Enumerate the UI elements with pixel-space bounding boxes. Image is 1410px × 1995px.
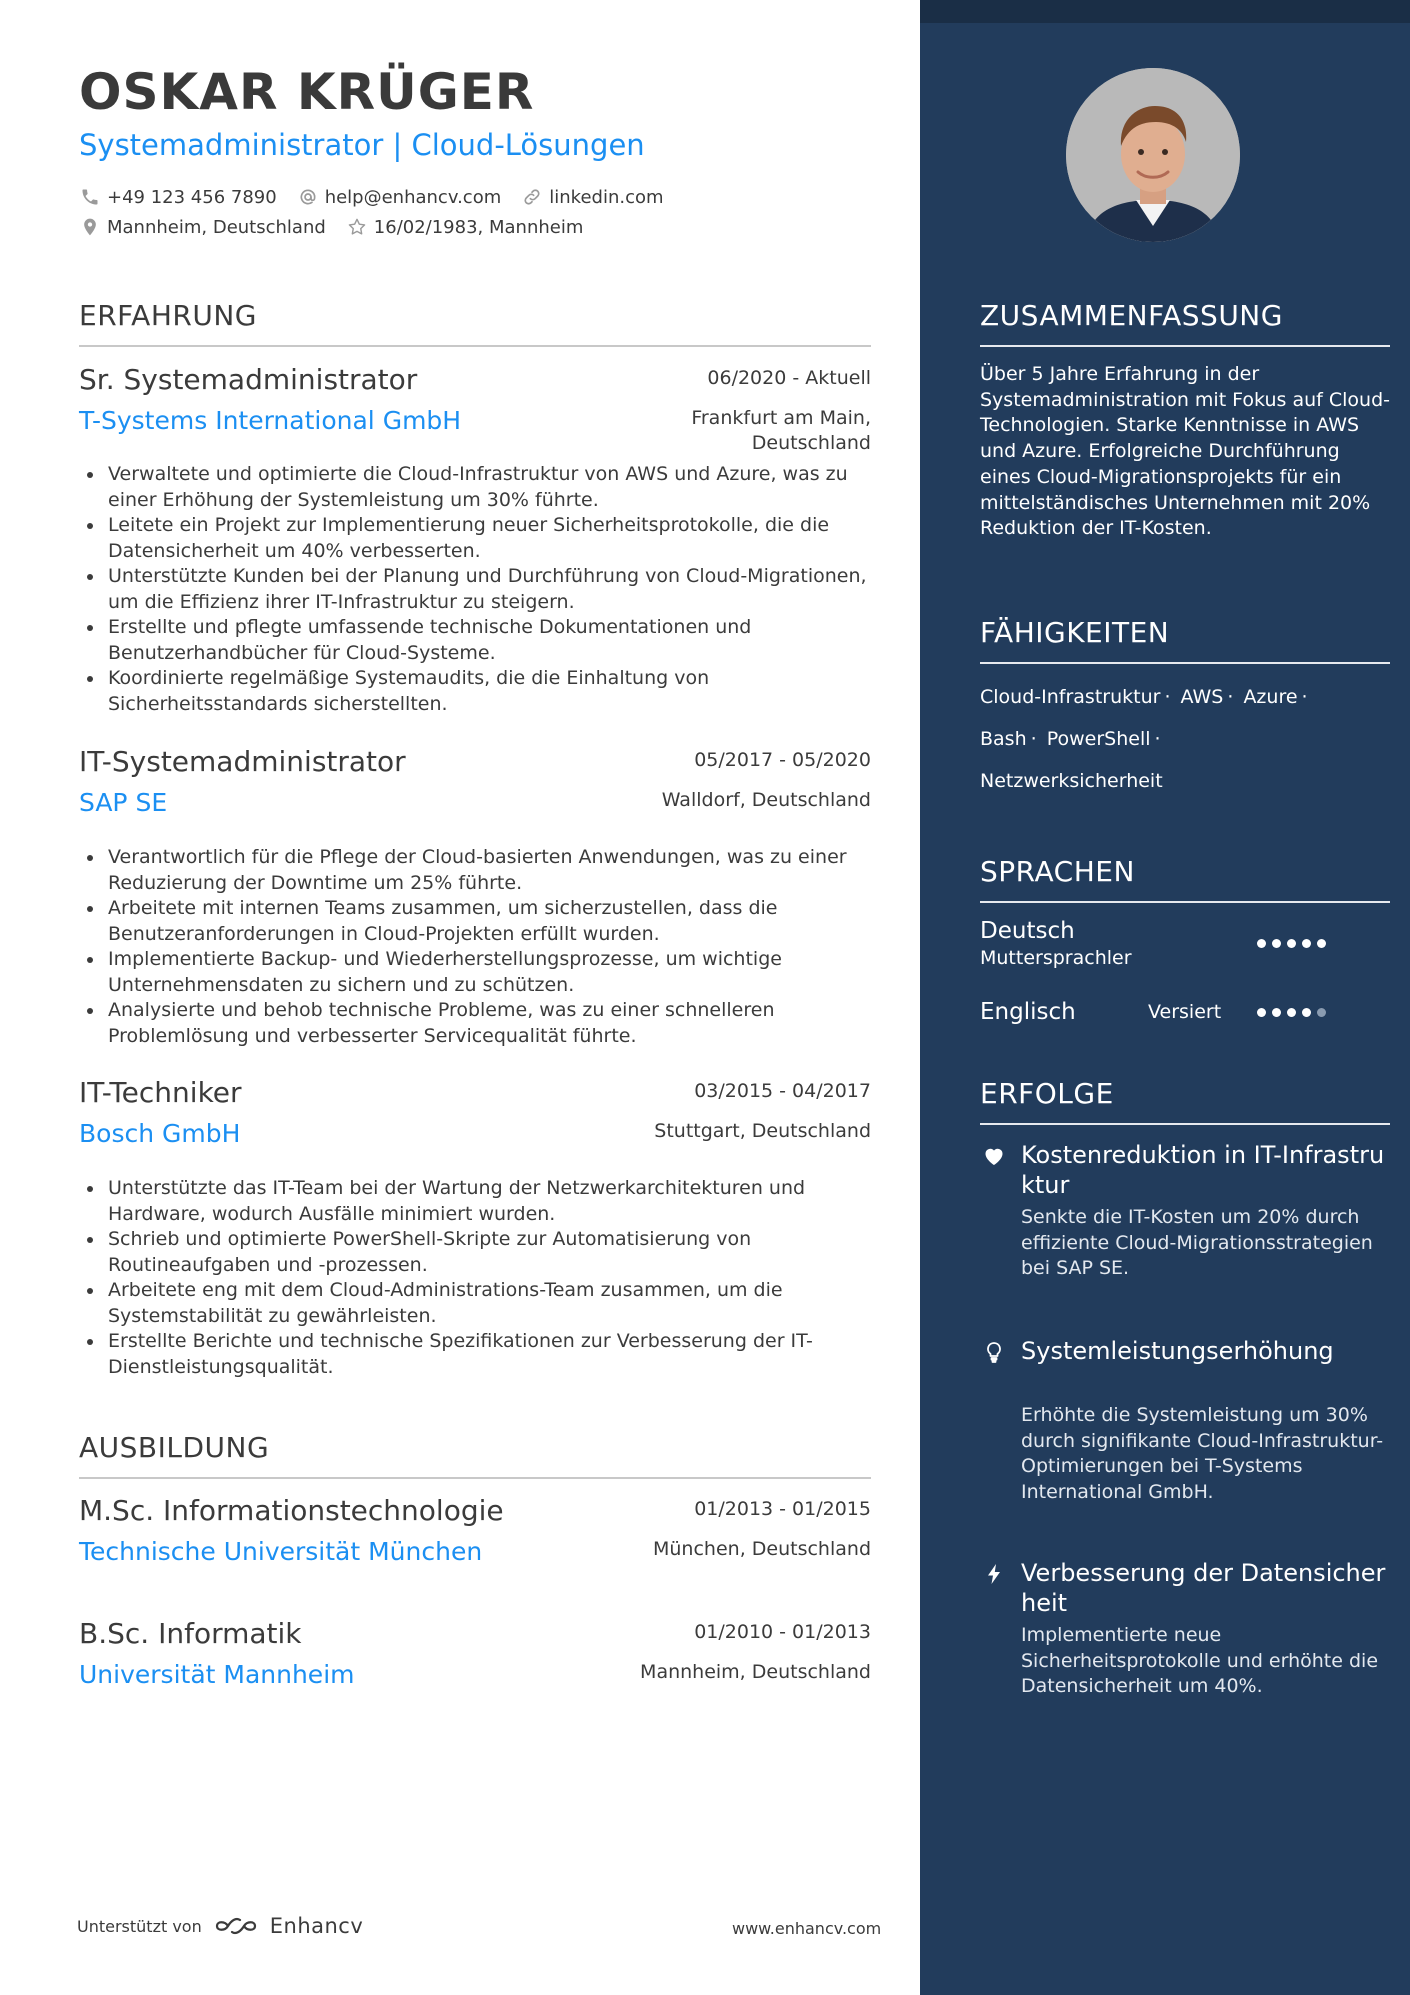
achievement-description: Erhöhte die Systemleistung um 30% durch signifikante Cloud-Infrastruktur-Optimierungen bei T-Systems International GmbH.	[1021, 1404, 1384, 1504]
achievement-item	[980, 1558, 1390, 1738]
school-name[interactable]: Universität Mannheim	[79, 1660, 355, 1689]
skill-tag: Azure ·	[1243, 686, 1308, 708]
rating-dot-filled	[1302, 1008, 1311, 1017]
job-location: Stuttgart, Deutschland	[654, 1120, 871, 1142]
avatar	[1066, 68, 1240, 242]
achievement-item	[980, 1140, 1390, 1320]
skill-tag: PowerShell ·	[1046, 728, 1161, 750]
education-dates: 01/2013 - 01/2015	[694, 1498, 871, 1520]
education-location: München, Deutschland	[653, 1538, 871, 1560]
language-rating	[1257, 1008, 1332, 1017]
job-title: IT-Techniker	[79, 1076, 242, 1109]
bullet-item: Erstellte und pflegte umfassende technische Dokumentationen und Benutzerhandbücher für Cloud-Systeme.	[79, 615, 871, 666]
rating-dot-filled	[1287, 1008, 1296, 1017]
language-level: Versiert	[1148, 1001, 1222, 1023]
degree-title: B.Sc. Informatik	[79, 1617, 302, 1650]
lightning-icon	[980, 1560, 1008, 1588]
school-name[interactable]: Technische Universität München	[79, 1537, 483, 1566]
experience-entry	[79, 1075, 871, 1385]
bullet-item: Erstellte Berichte und technische Spezifikationen zur Verbesserung der IT-Dienstleistungsqualität.	[79, 1329, 871, 1380]
job-location: Walldorf, Deutschland	[661, 789, 871, 811]
birth-text: 16/02/1983, Mannheim	[373, 216, 584, 238]
website-link[interactable]: www.enhancv.com	[732, 1919, 882, 1938]
company-name[interactable]: T-Systems International GmbH	[79, 406, 462, 435]
skills-divider	[980, 662, 1390, 664]
bullet-item: Arbeitete mit internen Teams zusammen, um sicherzustellen, dass die Benutzeranforderungen in Cloud-Projekten erfüllt wurden.	[79, 896, 871, 947]
phone-icon	[79, 186, 101, 208]
achievement-item	[980, 1336, 1390, 1536]
bullet-item: Unterstützte Kunden bei der Planung und Durchführung von Cloud-Migrationen, um die Effizienz ihrer IT-Infrastruktur zu steigern.	[79, 564, 871, 615]
education-divider	[79, 1477, 871, 1479]
heart-icon	[980, 1142, 1008, 1170]
job-title: Sr. Systemadministrator	[79, 363, 418, 396]
rating-dot-filled	[1272, 939, 1281, 948]
email-text: help@enhancv.com	[324, 186, 502, 208]
summary-section-title: ZUSAMMENFASSUNG	[980, 299, 1283, 332]
job-title: IT-Systemadministrator	[79, 745, 406, 778]
experience-section-title: ERFAHRUNG	[79, 299, 257, 332]
bullet-item: Analysierte und behob technische Probleme, was zu einer schnelleren Problemlösung und verbesserter Servicequalität führte.	[79, 998, 871, 1049]
rating-dot-filled	[1257, 1008, 1266, 1017]
enhancv-brand-text: Enhancv	[269, 1914, 364, 1938]
phone-contact[interactable]	[79, 186, 277, 208]
job-dates: 06/2020 - Aktuell	[707, 367, 871, 389]
degree-title: M.Sc. Informationstechnologie	[79, 1494, 504, 1527]
bullet-item: Arbeitete eng mit dem Cloud-Administrations-Team zusammen, um die Systemstabilität zu gewährleisten.	[79, 1278, 871, 1329]
bullet-item: Unterstützte das IT-Team bei der Wartung der Netzwerkarchitekturen und Hardware, wodurch Ausfälle minimiert wurden.	[79, 1176, 871, 1227]
bullet-item: Implementierte Backup- und Wiederherstellungsprozesse, um wichtige Unternehmensdaten zu sichern und zu schützen.	[79, 947, 871, 998]
summary-text: Über 5 Jahre Erfahrung in der Systemadministration mit Fokus auf Cloud-Technologien. Starke Kenntnisse in AWS und Azure. Erfolgreiche Durchführung eines Cloud-Migrationsprojekts für ein mittelständisches Unternehmen mit 20% Reduktion der IT-Kosten.	[980, 363, 1390, 540]
rating-dot-filled	[1287, 939, 1296, 948]
achievement-description: Senkte die IT-Kosten um 20% durch effiziente Cloud-Migrationsstrategien bei SAP SE.	[1021, 1206, 1373, 1280]
enhancv-logo[interactable]	[214, 1914, 364, 1938]
education-entry	[79, 1493, 871, 1593]
rating-dot-empty	[1317, 1008, 1326, 1017]
linkedin-text: linkedin.com	[549, 186, 664, 208]
job-location: Frankfurt am Main, Deutschland	[691, 407, 871, 454]
skill-tag: Bash ·	[980, 728, 1037, 750]
candidate-name: OSKAR KRÜGER	[79, 63, 535, 121]
skill-tag: Cloud-Infrastruktur ·	[980, 686, 1171, 708]
languages-section-title: SPRACHEN	[980, 855, 1135, 888]
achievements-divider	[980, 1123, 1390, 1125]
bullet-item: Schrieb und optimierte PowerShell-Skripte zur Automatisierung von Routineaufgaben und -prozessen.	[79, 1227, 871, 1278]
language-rating	[1257, 939, 1332, 948]
bullet-item: Verantwortlich für die Pflege der Cloud-basierten Anwendungen, was zu einer Reduzierung der Downtime um 25% führte.	[79, 845, 871, 896]
sidebar	[920, 0, 1410, 1995]
job-dates: 05/2017 - 05/2020	[694, 749, 871, 771]
skills-list	[980, 676, 1390, 802]
job-bullets	[79, 845, 871, 1049]
education-entry	[79, 1616, 871, 1716]
rating-dot-filled	[1317, 939, 1326, 948]
location-contact	[79, 216, 326, 238]
job-bullets	[79, 462, 871, 717]
bullet-item: Verwaltete und optimierte die Cloud-Infrastruktur von AWS und Azure, was zu einer Erhöhung der Systemleistung um 30% führte.	[79, 462, 871, 513]
experience-divider	[79, 345, 871, 347]
achievement-description: Implementierte neue Sicherheitsprotokolle und erhöhte die Datensicherheit um 40%.	[1021, 1624, 1379, 1698]
skill-tag: Netzwerksicherheit	[980, 770, 1163, 792]
location-pin-icon	[79, 216, 101, 238]
contact-info	[79, 182, 684, 242]
lightbulb-icon	[980, 1338, 1008, 1366]
rating-dot-filled	[1272, 1008, 1281, 1017]
experience-entry	[79, 744, 871, 1054]
rating-dot-filled	[1302, 939, 1311, 948]
languages-divider	[980, 901, 1390, 903]
bullet-item: Koordinierte regelmäßige Systemaudits, die die Einhaltung von Sicherheitsstandards sicherstellten.	[79, 666, 871, 717]
powered-by-text: Unterstützt von	[77, 1916, 202, 1936]
achievement-title: Systemleistungserhöhung	[1021, 1337, 1334, 1365]
job-dates: 03/2015 - 04/2017	[694, 1080, 871, 1102]
language-name: Deutsch	[980, 918, 1075, 944]
birth-contact	[346, 216, 584, 238]
experience-entry	[79, 362, 871, 722]
phone-text: +49 123 456 7890	[107, 186, 277, 208]
rating-dot-filled	[1257, 939, 1266, 948]
star-icon	[346, 216, 368, 238]
achievement-title: Kostenreduktion in IT-Infrastruktur	[1021, 1141, 1385, 1199]
link-icon	[521, 186, 543, 208]
summary-divider	[980, 345, 1390, 347]
language-name: Englisch	[980, 999, 1076, 1025]
company-name[interactable]: Bosch GmbH	[79, 1119, 241, 1148]
achievements-section-title: ERFOLGE	[980, 1077, 1114, 1110]
achievement-title: Verbesserung der Datensicherheit	[1021, 1559, 1386, 1617]
education-section-title: AUSBILDUNG	[79, 1431, 270, 1464]
skills-section-title: FÄHIGKEITEN	[980, 616, 1170, 649]
company-name[interactable]: SAP SE	[79, 788, 168, 817]
powered-by	[77, 1914, 363, 1938]
skill-tag: AWS ·	[1180, 686, 1234, 708]
location-text: Mannheim, Deutschland	[107, 216, 326, 238]
language-level: Muttersprachler	[980, 947, 1132, 969]
enhancv-logo-icon	[214, 1914, 260, 1938]
at-icon	[297, 186, 319, 208]
education-dates: 01/2010 - 01/2013	[694, 1621, 871, 1643]
bullet-item: Leitete ein Projekt zur Implementierung neuer Sicherheitsprotokolle, die die Datensicherheit um 40% verbesserten.	[79, 513, 871, 564]
email-contact[interactable]	[297, 186, 502, 208]
candidate-headline: Systemadministrator | Cloud-Lösungen	[79, 128, 645, 162]
sidebar-top-bar	[920, 0, 1410, 23]
linkedin-contact[interactable]	[521, 186, 663, 208]
education-location: Mannheim, Deutschland	[640, 1661, 871, 1683]
job-bullets	[79, 1176, 871, 1380]
